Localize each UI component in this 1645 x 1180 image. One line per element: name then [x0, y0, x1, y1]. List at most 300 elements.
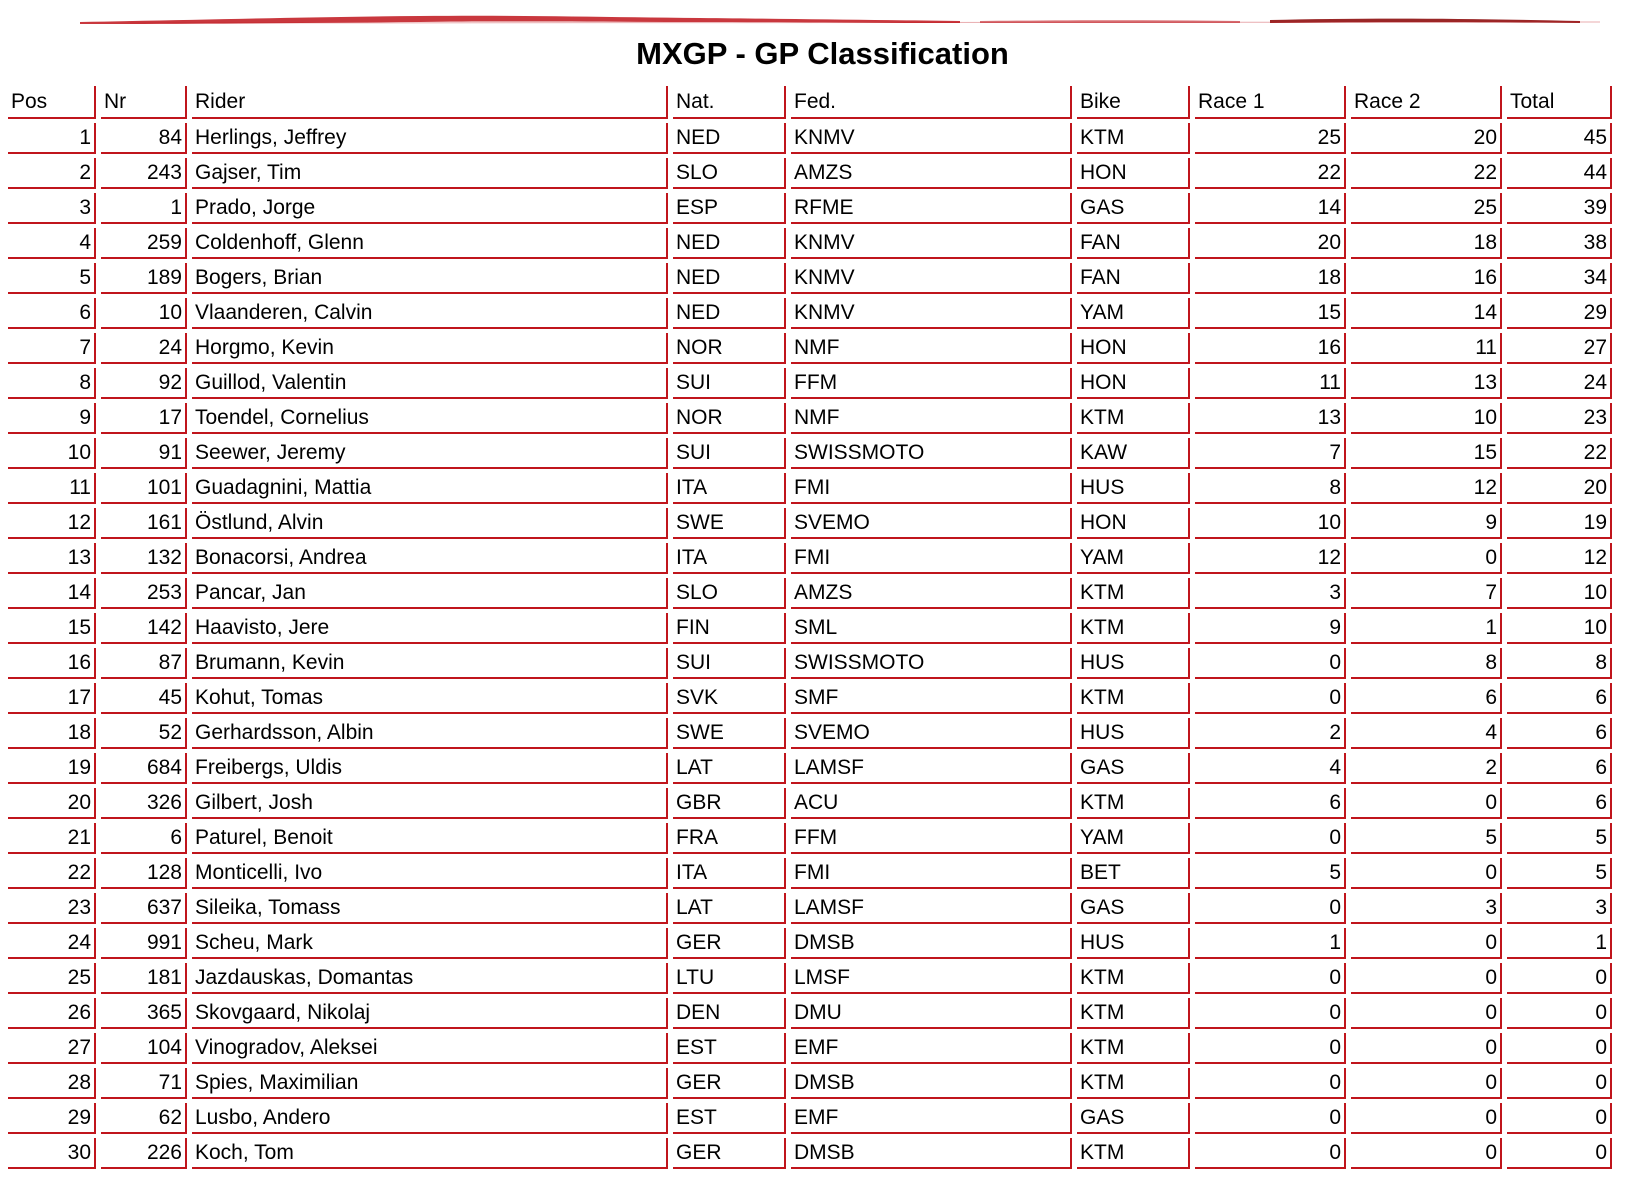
table-row	[8, 753, 1612, 784]
cell-pos: 3	[8, 193, 96, 224]
table-row	[8, 1033, 1612, 1064]
cell-total: 19	[1507, 508, 1612, 539]
cell-race1: 0	[1195, 1068, 1346, 1099]
column-header-pos: Pos	[8, 86, 96, 119]
cell-bike: KTM	[1077, 1068, 1190, 1099]
cell-nat: SWE	[673, 508, 786, 539]
cell-bike: HUS	[1077, 473, 1190, 504]
cell-race1: 0	[1195, 823, 1346, 854]
cell-fed: DMSB	[791, 1068, 1072, 1099]
cell-race1: 8	[1195, 473, 1346, 504]
cell-nr: 84	[101, 123, 187, 154]
cell-nat: FRA	[673, 823, 786, 854]
cell-bike: YAM	[1077, 298, 1190, 329]
cell-pos: 13	[8, 543, 96, 574]
cell-pos: 12	[8, 508, 96, 539]
cell-rider: Gilbert, Josh	[192, 788, 668, 819]
cell-bike: KTM	[1077, 613, 1190, 644]
table-row	[8, 788, 1612, 819]
cell-nr: 104	[101, 1033, 187, 1064]
cell-rider: Skovgaard, Nikolaj	[192, 998, 668, 1029]
cell-race2: 25	[1351, 193, 1502, 224]
cell-pos: 23	[8, 893, 96, 924]
cell-pos: 19	[8, 753, 96, 784]
cell-fed: AMZS	[791, 578, 1072, 609]
cell-bike: FAN	[1077, 228, 1190, 259]
page-title: MXGP - GP Classification	[636, 36, 1009, 71]
cell-race2: 0	[1351, 1033, 1502, 1064]
cell-nat: ITA	[673, 473, 786, 504]
cell-pos: 2	[8, 158, 96, 189]
cell-race2: 20	[1351, 123, 1502, 154]
cell-nat: SUI	[673, 438, 786, 469]
table-row	[8, 158, 1612, 189]
cell-rider: Bogers, Brian	[192, 263, 668, 294]
cell-race1: 25	[1195, 123, 1346, 154]
table-row	[8, 1138, 1612, 1169]
cell-fed: NMF	[791, 403, 1072, 434]
cell-nr: 52	[101, 718, 187, 749]
cell-rider: Horgmo, Kevin	[192, 333, 668, 364]
cell-nr: 189	[101, 263, 187, 294]
cell-total: 0	[1507, 1138, 1612, 1169]
cell-nat: ESP	[673, 193, 786, 224]
cell-pos: 4	[8, 228, 96, 259]
cell-rider: Vlaanderen, Calvin	[192, 298, 668, 329]
cell-race2: 0	[1351, 858, 1502, 889]
cell-total: 0	[1507, 998, 1612, 1029]
cell-total: 8	[1507, 648, 1612, 679]
column-header-total: Total	[1507, 86, 1612, 119]
table-row	[8, 193, 1612, 224]
cell-race1: 0	[1195, 893, 1346, 924]
cell-rider: Prado, Jorge	[192, 193, 668, 224]
table-row	[8, 123, 1612, 154]
cell-race1: 0	[1195, 648, 1346, 679]
cell-total: 10	[1507, 578, 1612, 609]
cell-nat: GBR	[673, 788, 786, 819]
cell-race1: 20	[1195, 228, 1346, 259]
cell-fed: FMI	[791, 543, 1072, 574]
table-row	[8, 823, 1612, 854]
cell-nat: EST	[673, 1103, 786, 1134]
cell-total: 3	[1507, 893, 1612, 924]
cell-race1: 0	[1195, 683, 1346, 714]
cell-rider: Östlund, Alvin	[192, 508, 668, 539]
cell-total: 6	[1507, 683, 1612, 714]
cell-fed: DMU	[791, 998, 1072, 1029]
cell-race1: 22	[1195, 158, 1346, 189]
cell-nr: 243	[101, 158, 187, 189]
cell-bike: HUS	[1077, 928, 1190, 959]
table-row	[8, 1103, 1612, 1134]
cell-pos: 20	[8, 788, 96, 819]
cell-fed: LAMSF	[791, 753, 1072, 784]
cell-nat: ITA	[673, 858, 786, 889]
cell-rider: Sileika, Tomass	[192, 893, 668, 924]
cell-nat: NED	[673, 298, 786, 329]
cell-nr: 17	[101, 403, 187, 434]
table-row	[8, 718, 1612, 749]
cell-bike: GAS	[1077, 193, 1190, 224]
table-row	[8, 508, 1612, 539]
cell-race1: 0	[1195, 1033, 1346, 1064]
cell-nat: NED	[673, 123, 786, 154]
cell-race2: 22	[1351, 158, 1502, 189]
cell-bike: KTM	[1077, 998, 1190, 1029]
cell-fed: ACU	[791, 788, 1072, 819]
column-header-bike: Bike	[1077, 86, 1190, 119]
cell-fed: KNMV	[791, 298, 1072, 329]
cell-race2: 7	[1351, 578, 1502, 609]
cell-nat: EST	[673, 1033, 786, 1064]
cell-pos: 29	[8, 1103, 96, 1134]
cell-nr: 259	[101, 228, 187, 259]
cell-pos: 9	[8, 403, 96, 434]
cell-race1: 0	[1195, 998, 1346, 1029]
cell-fed: LMSF	[791, 963, 1072, 994]
cell-pos: 21	[8, 823, 96, 854]
cell-rider: Pancar, Jan	[192, 578, 668, 609]
cell-bike: HON	[1077, 158, 1190, 189]
cell-nr: 132	[101, 543, 187, 574]
cell-race2: 15	[1351, 438, 1502, 469]
cell-fed: FMI	[791, 473, 1072, 504]
cell-pos: 30	[8, 1138, 96, 1169]
table-row	[8, 963, 1612, 994]
table-row	[8, 368, 1612, 399]
cell-rider: Vinogradov, Aleksei	[192, 1033, 668, 1064]
cell-pos: 17	[8, 683, 96, 714]
cell-race1: 18	[1195, 263, 1346, 294]
cell-fed: AMZS	[791, 158, 1072, 189]
cell-total: 22	[1507, 438, 1612, 469]
cell-race1: 2	[1195, 718, 1346, 749]
cell-fed: DMSB	[791, 928, 1072, 959]
cell-race1: 5	[1195, 858, 1346, 889]
cell-fed: EMF	[791, 1033, 1072, 1064]
table-row	[8, 928, 1612, 959]
cell-total: 27	[1507, 333, 1612, 364]
cell-total: 44	[1507, 158, 1612, 189]
cell-pos: 15	[8, 613, 96, 644]
cell-nat: NED	[673, 263, 786, 294]
cell-fed: DMSB	[791, 1138, 1072, 1169]
cell-race2: 0	[1351, 998, 1502, 1029]
cell-bike: KTM	[1077, 683, 1190, 714]
column-header-nat: Nat.	[673, 86, 786, 119]
column-header-race1: Race 1	[1195, 86, 1346, 119]
cell-nat: DEN	[673, 998, 786, 1029]
cell-race2: 16	[1351, 263, 1502, 294]
cell-bike: HUS	[1077, 718, 1190, 749]
cell-bike: HON	[1077, 333, 1190, 364]
cell-pos: 11	[8, 473, 96, 504]
table-row	[8, 473, 1612, 504]
cell-bike: YAM	[1077, 823, 1190, 854]
cell-fed: LAMSF	[791, 893, 1072, 924]
table-row	[8, 578, 1612, 609]
table-row	[8, 438, 1612, 469]
table-row	[8, 1068, 1612, 1099]
table-row	[8, 403, 1612, 434]
cell-rider: Freibergs, Uldis	[192, 753, 668, 784]
cell-rider: Coldenhoff, Glenn	[192, 228, 668, 259]
cell-bike: GAS	[1077, 753, 1190, 784]
cell-nr: 101	[101, 473, 187, 504]
cell-nat: SLO	[673, 158, 786, 189]
cell-fed: SVEMO	[791, 718, 1072, 749]
cell-nr: 87	[101, 648, 187, 679]
cell-fed: RFME	[791, 193, 1072, 224]
cell-race2: 0	[1351, 1103, 1502, 1134]
cell-race1: 11	[1195, 368, 1346, 399]
cell-total: 29	[1507, 298, 1612, 329]
cell-rider: Haavisto, Jere	[192, 613, 668, 644]
cell-race2: 6	[1351, 683, 1502, 714]
cell-nat: LAT	[673, 753, 786, 784]
cell-rider: Toendel, Cornelius	[192, 403, 668, 434]
cell-fed: KNMV	[791, 123, 1072, 154]
cell-bike: KTM	[1077, 788, 1190, 819]
cell-rider: Gerhardsson, Albin	[192, 718, 668, 749]
cell-rider: Guillod, Valentin	[192, 368, 668, 399]
cell-bike: HON	[1077, 368, 1190, 399]
cell-race2: 0	[1351, 928, 1502, 959]
cell-fed: FFM	[791, 823, 1072, 854]
cell-fed: SWISSMOTO	[791, 648, 1072, 679]
cell-nr: 181	[101, 963, 187, 994]
cell-race1: 0	[1195, 1103, 1346, 1134]
cell-nr: 92	[101, 368, 187, 399]
cell-fed: NMF	[791, 333, 1072, 364]
cell-race1: 0	[1195, 1138, 1346, 1169]
cell-race2: 4	[1351, 718, 1502, 749]
classification-body	[8, 123, 1612, 1169]
cell-pos: 14	[8, 578, 96, 609]
column-header-race2: Race 2	[1351, 86, 1502, 119]
cell-total: 6	[1507, 718, 1612, 749]
cell-race2: 5	[1351, 823, 1502, 854]
cell-pos: 1	[8, 123, 96, 154]
cell-pos: 25	[8, 963, 96, 994]
cell-total: 23	[1507, 403, 1612, 434]
cell-total: 38	[1507, 228, 1612, 259]
cell-race2: 0	[1351, 788, 1502, 819]
cell-pos: 7	[8, 333, 96, 364]
cell-total: 0	[1507, 1103, 1612, 1134]
cell-bike: YAM	[1077, 543, 1190, 574]
cell-rider: Spies, Maximilian	[192, 1068, 668, 1099]
cell-race1: 1	[1195, 928, 1346, 959]
cell-nr: 6	[101, 823, 187, 854]
cell-total: 34	[1507, 263, 1612, 294]
cell-fed: KNMV	[791, 228, 1072, 259]
cell-fed: SMF	[791, 683, 1072, 714]
table-row	[8, 683, 1612, 714]
cell-fed: EMF	[791, 1103, 1072, 1134]
cell-total: 5	[1507, 858, 1612, 889]
cell-nr: 326	[101, 788, 187, 819]
header-row	[8, 86, 1612, 119]
cell-race2: 3	[1351, 893, 1502, 924]
cell-nr: 71	[101, 1068, 187, 1099]
cell-race2: 13	[1351, 368, 1502, 399]
cell-fed: FFM	[791, 368, 1072, 399]
cell-nat: LAT	[673, 893, 786, 924]
cell-bike: BET	[1077, 858, 1190, 889]
cell-rider: Jazdauskas, Domantas	[192, 963, 668, 994]
column-header-fed: Fed.	[791, 86, 1072, 119]
cell-total: 39	[1507, 193, 1612, 224]
cell-race1: 14	[1195, 193, 1346, 224]
cell-race1: 6	[1195, 788, 1346, 819]
cell-race2: 8	[1351, 648, 1502, 679]
cell-race2: 0	[1351, 963, 1502, 994]
cell-pos: 16	[8, 648, 96, 679]
cell-race2: 11	[1351, 333, 1502, 364]
cell-race2: 14	[1351, 298, 1502, 329]
cell-pos: 22	[8, 858, 96, 889]
cell-rider: Bonacorsi, Andrea	[192, 543, 668, 574]
cell-fed: SWISSMOTO	[791, 438, 1072, 469]
cell-rider: Brumann, Kevin	[192, 648, 668, 679]
cell-pos: 10	[8, 438, 96, 469]
table-row	[8, 613, 1612, 644]
column-header-nr: Nr	[101, 86, 187, 119]
cell-rider: Scheu, Mark	[192, 928, 668, 959]
cell-race1: 15	[1195, 298, 1346, 329]
cell-nr: 62	[101, 1103, 187, 1134]
cell-fed: FMI	[791, 858, 1072, 889]
cell-race1: 12	[1195, 543, 1346, 574]
cell-total: 24	[1507, 368, 1612, 399]
cell-total: 6	[1507, 788, 1612, 819]
cell-total: 10	[1507, 613, 1612, 644]
table-row	[8, 298, 1612, 329]
cell-rider: Kohut, Tomas	[192, 683, 668, 714]
cell-rider: Gajser, Tim	[192, 158, 668, 189]
cell-rider: Herlings, Jeffrey	[192, 123, 668, 154]
cell-nat: SUI	[673, 648, 786, 679]
cell-total: 1	[1507, 928, 1612, 959]
cell-total: 12	[1507, 543, 1612, 574]
cell-nr: 226	[101, 1138, 187, 1169]
cell-pos: 28	[8, 1068, 96, 1099]
cell-bike: GAS	[1077, 893, 1190, 924]
cell-race1: 7	[1195, 438, 1346, 469]
cell-bike: KTM	[1077, 1033, 1190, 1064]
table-row	[8, 263, 1612, 294]
cell-nat: NOR	[673, 403, 786, 434]
cell-fed: SML	[791, 613, 1072, 644]
cell-race2: 9	[1351, 508, 1502, 539]
cell-bike: KTM	[1077, 578, 1190, 609]
cell-race1: 9	[1195, 613, 1346, 644]
cell-nr: 637	[101, 893, 187, 924]
cell-nr: 10	[101, 298, 187, 329]
table-row	[8, 228, 1612, 259]
cell-nat: SLO	[673, 578, 786, 609]
cell-race2: 2	[1351, 753, 1502, 784]
header-brush-banner	[0, 0, 1645, 28]
cell-race1: 4	[1195, 753, 1346, 784]
cell-nr: 161	[101, 508, 187, 539]
cell-nat: SWE	[673, 718, 786, 749]
cell-race2: 0	[1351, 543, 1502, 574]
table-row	[8, 543, 1612, 574]
cell-total: 0	[1507, 963, 1612, 994]
cell-total: 20	[1507, 473, 1612, 504]
cell-nr: 128	[101, 858, 187, 889]
cell-nr: 24	[101, 333, 187, 364]
cell-race2: 0	[1351, 1068, 1502, 1099]
cell-race2: 10	[1351, 403, 1502, 434]
cell-nr: 1	[101, 193, 187, 224]
table-row	[8, 858, 1612, 889]
cell-nr: 45	[101, 683, 187, 714]
cell-nat: GER	[673, 1068, 786, 1099]
cell-bike: KAW	[1077, 438, 1190, 469]
cell-bike: GAS	[1077, 1103, 1190, 1134]
cell-nat: LTU	[673, 963, 786, 994]
cell-bike: HUS	[1077, 648, 1190, 679]
cell-nr: 991	[101, 928, 187, 959]
cell-pos: 8	[8, 368, 96, 399]
cell-bike: KTM	[1077, 963, 1190, 994]
cell-bike: KTM	[1077, 123, 1190, 154]
cell-bike: FAN	[1077, 263, 1190, 294]
cell-nat: SVK	[673, 683, 786, 714]
cell-pos: 5	[8, 263, 96, 294]
cell-nat: GER	[673, 928, 786, 959]
table-row	[8, 648, 1612, 679]
cell-bike: KTM	[1077, 1138, 1190, 1169]
column-header-rider: Rider	[192, 86, 668, 119]
cell-race1: 16	[1195, 333, 1346, 364]
cell-nr: 91	[101, 438, 187, 469]
cell-total: 6	[1507, 753, 1612, 784]
cell-rider: Guadagnini, Mattia	[192, 473, 668, 504]
cell-race1: 3	[1195, 578, 1346, 609]
cell-pos: 6	[8, 298, 96, 329]
cell-rider: Paturel, Benoit	[192, 823, 668, 854]
cell-race2: 18	[1351, 228, 1502, 259]
cell-bike: KTM	[1077, 403, 1190, 434]
cell-fed: SVEMO	[791, 508, 1072, 539]
cell-rider: Monticelli, Ivo	[192, 858, 668, 889]
cell-rider: Koch, Tom	[192, 1138, 668, 1169]
cell-race2: 1	[1351, 613, 1502, 644]
cell-bike: HON	[1077, 508, 1190, 539]
cell-total: 45	[1507, 123, 1612, 154]
cell-race2: 12	[1351, 473, 1502, 504]
cell-nat: NOR	[673, 333, 786, 364]
cell-nr: 142	[101, 613, 187, 644]
cell-total: 0	[1507, 1033, 1612, 1064]
classification-table	[3, 82, 1617, 1173]
cell-total: 5	[1507, 823, 1612, 854]
cell-pos: 26	[8, 998, 96, 1029]
table-row	[8, 998, 1612, 1029]
table-row	[8, 893, 1612, 924]
cell-rider: Lusbo, Andero	[192, 1103, 668, 1134]
cell-nr: 684	[101, 753, 187, 784]
cell-pos: 24	[8, 928, 96, 959]
cell-nat: NED	[673, 228, 786, 259]
cell-pos: 27	[8, 1033, 96, 1064]
cell-nr: 253	[101, 578, 187, 609]
